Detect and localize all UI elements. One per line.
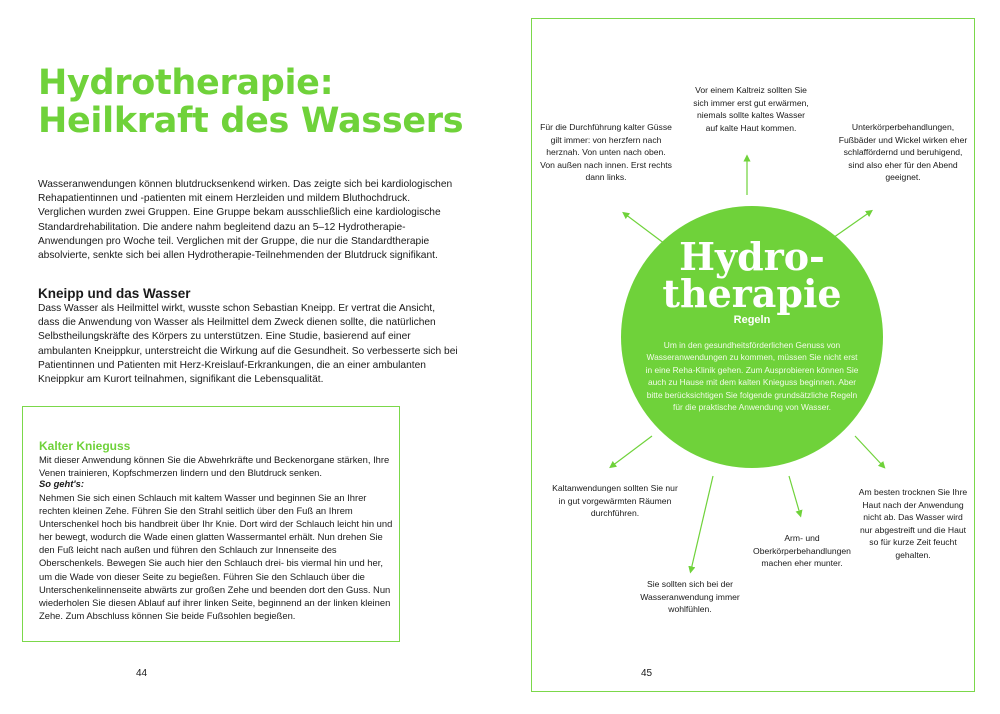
- circle-title: [621, 234, 883, 316]
- circle-title-line-1: Hydro-: [679, 234, 825, 279]
- knieguss-info-box: [22, 406, 400, 642]
- title-line-2: Heilkraft des Wassers: [38, 101, 464, 141]
- section-body-kneipp: Dass Wasser als Heilmittel wirkt, wusste schon Sebastian Kneipp. Er vertrat die Ansicht, dass die Anwendung von Wasser als Heilmittel dem Zweck dienen sollte, die natürlichen Selbstheilungskräfte des Körpers zu unterstützen. Eine Studie, basierend auf einer ambulanten Kneippkur, unterstreicht die Wirkung auf die Gesundheit. So verbesserte sich bei Patientinnen und Patienten mit Herz-Kreislauf-Erkrankungen, die an einer ambulanten Kneippkur am Kurort teilnahmen, signifikant die Lebensqualität.: [38, 303, 458, 386]
- intro-paragraph: Wasseranwendungen können blutdrucksenkend wirken. Das zeigte sich bei kardiologischen Rehapatientinnen und -patienten mit einem Herzleiden und mildem Bluthochdruck. Verglichen wurden zwei Gruppen. Eine Gruppe bekam ausschließlich eine kardiologische Standardrehabilitation. Die andere nahm begleitend dazu an 5–12 Hydrotherapie-Anwendungen pro Woche teil. Verglichen mit der Gruppe, die nur die Standardtherapie absolvierte, senkte sich bei allen Hydrotherapie-Teilnehmenden der Blutdruck signifikant.: [38, 179, 453, 262]
- box-subhead: So geht's:: [39, 478, 84, 489]
- arrow-bottom-center-right: [789, 476, 800, 514]
- circle-text: Um in den gesundheitsförderlichen Genuss von Wasseranwendungen zu kommen, müssen Sie nicht erst in eine Reha-Klinik gehen. Zum Ausprobieren können Sie auch zu Hause mit dem kalten Knieguss beginnen. Aber bitte berücksichtigen Sie folgende grundsätzliche Regeln für die praktische Anwendung von Wasser.: [645, 340, 859, 413]
- tip-top-left: Für die Durchführung kalter Güsse gilt immer: von herzfern nach herznah. Von unten nach oben. Von außen nach innen. Erst rechts dann links.: [540, 122, 672, 183]
- box-title: Kalter Knieguss: [39, 439, 131, 453]
- section-heading-kneipp: Kneipp und das Wasser: [38, 286, 191, 301]
- box-instructions: Nehmen Sie sich einen Schlauch mit kaltem Wasser und beginnen Sie an Ihrer rechten kleinen Zehe. Führen Sie den Strahl seitlich über den Fuß an Ihrem Unterschenkel hoch bis handbreit über Ihr Knie. Dort wird der Schlauch leicht hin und her bewegt, wodurch die Wade einen glatten Wassermantel erhält. Nun drehen Sie den Fuß leicht nach außen und führen den Schlauch zur Innenseite des Oberschenkels. Bewegen Sie auch hier den Schlauch drei- bis viermal hin und her, um die Wade von dieser Seite zu begießen. Führen Sie den Schlauch über die Unterschenkelinnenseite abwärts zur großen Zehe und beenden dort den Guss. Nun wiederholen Sie diesen Ablauf auf ihrer linken Seite, beginnend an der linken kleinen Zehe. Zum Abschluss können Sie beide Fußsohlen begießen.: [39, 492, 393, 621]
- arrow-bottom-right: [855, 436, 883, 466]
- tip-top-center: Vor einem Kaltreiz sollten Sie sich immer erst gut erwärmen, niemals sollte kaltes Wasser auf kalte Haut kommen.: [693, 85, 809, 133]
- hydrotherapie-circle: [621, 206, 883, 468]
- arrow-bottom-left: [612, 436, 652, 466]
- circle-subtitle: Regeln: [733, 314, 771, 326]
- box-intro: Mit dieser Anwendung können Sie die Abwehrkräfte und Beckenorgane stärken, Ihre Venen trainieren, Kopfschmerzen lindern und den Blutdruck senken.: [39, 454, 390, 478]
- right-page: [500, 0, 1000, 714]
- page-number-left: 44: [136, 668, 148, 679]
- title-line-1: Hydrotherapie:: [38, 63, 334, 103]
- tip-bottom-center-right: Arm- und Oberkörperbehandlungen machen eher munter.: [753, 533, 851, 569]
- tip-bottom-left: Kaltanwendungen sollten Sie nur in gut vorgewärmten Räumen durchführen.: [552, 483, 678, 519]
- circle-title-line-2: therapie: [662, 271, 842, 316]
- tip-bottom-right: Am besten trocknen Sie Ihre Haut nach der Anwendung nicht ab. Das Wasser wird nur abgestreift und die Haut so für kurze Zeit feucht gehalten.: [858, 487, 968, 560]
- page-title: [38, 64, 463, 140]
- tip-bottom-center: Sie sollten sich bei der Wasseranwendung immer wohlfühlen.: [640, 579, 740, 615]
- arrow-bottom-center: [691, 476, 713, 570]
- page-number-right: 45: [641, 668, 653, 679]
- tip-top-right: Unterkörperbehandlungen, Fußbäder und Wickel wirken eher schlaffördernd und beruhigend, sind also eher für den Abend geeignet.: [838, 122, 968, 183]
